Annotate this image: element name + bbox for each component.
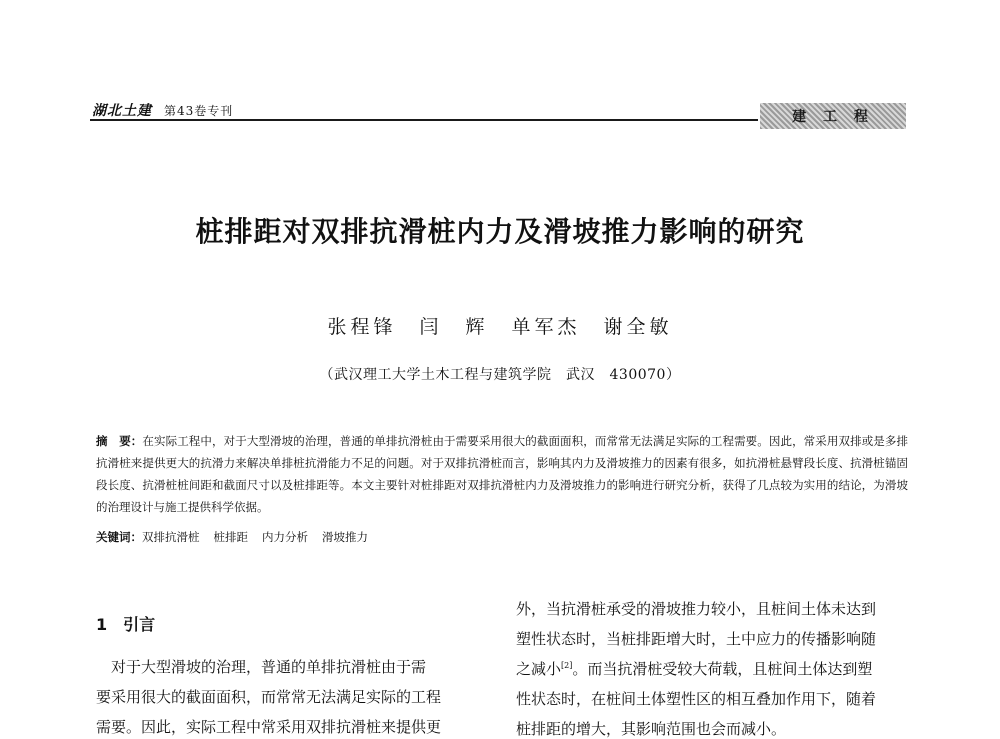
keywords (96, 526, 908, 548)
journal-title: 湖北土建 (92, 103, 152, 119)
citation-ref: [2] (561, 661, 573, 670)
paper-affiliation: （武汉理工大学土木工程与建筑学院 武汉 430070） (319, 367, 681, 383)
section-number: 1 (96, 615, 108, 634)
keywords-label: 关键词： (96, 530, 142, 544)
section-tag (760, 103, 906, 129)
abstract-label: 摘 要： (96, 434, 143, 448)
journal-name (92, 100, 233, 120)
body-line (516, 658, 910, 679)
keyword-item: 滑坡推力 (322, 530, 368, 544)
body-line-text: 之减小 (516, 660, 562, 678)
body-line: 要采用很大的截面面积，而常常无法满足实际的工程 (96, 688, 442, 706)
body-line-text: 。而当抗滑桩受较大荷载，且桩间土体达到塑 (572, 660, 873, 678)
body-line: 对于大型滑坡的治理，普通的单排抗滑桩由于需 (96, 658, 427, 676)
section-heading (96, 612, 155, 635)
paper-authors: 张程锋 闫 辉 单军杰 谢全敏 (327, 316, 673, 338)
keyword-item: 双排抗滑桩 (142, 530, 200, 544)
body-line: 需要。因此，实际工程中常采用双排抗滑桩来提供更 (96, 718, 442, 736)
keyword-item: 桩排距 (213, 530, 248, 544)
abstract-text: 在实际工程中，对于大型滑坡的治理，普通的单排抗滑桩由于需要采用很大的截面面积，而常常无法满足实际的工程需要。因此，常采用双排或是多排抗滑桩来提供更大的抗滑力来解决单排桩抗滑能力不足的问题。对于双排抗滑桩而言，影响其内力及滑坡推力的因素有很多，如抗滑桩悬臂段长度、抗滑桩锚固段长度、抗滑桩桩间距和截面尺寸以及桩排距等。本文主要针对桩排距对双排抗滑桩内力及滑坡推力的影响进行研究分析，获得了几点较为实用的结论，为滑坡的治理设计与施工提供科学依据。 (96, 434, 908, 514)
abstract (96, 430, 908, 518)
section-title: 引言 (123, 615, 156, 634)
section-tag-label: 建 工 程 (792, 109, 874, 125)
header-rule (90, 119, 758, 121)
journal-volume: 第43卷专刊 (164, 104, 234, 118)
body-line: 外，当抗滑桩承受的滑坡推力较小，且桩间土体未达到 (516, 600, 877, 618)
body-line: 性状态时，在桩间土体塑性区的相互叠加作用下，随着 (516, 690, 877, 708)
keyword-item: 内力分析 (262, 530, 308, 544)
body-line: 桩排距的增大，其影响范围也会而减小。 (516, 720, 787, 738)
body-line: 塑性状态时，当桩排距增大时，土中应力的传播影响随 (516, 630, 877, 648)
paper-title: 桩排距对双排抗滑桩内力及滑坡推力影响的研究 (195, 215, 805, 248)
